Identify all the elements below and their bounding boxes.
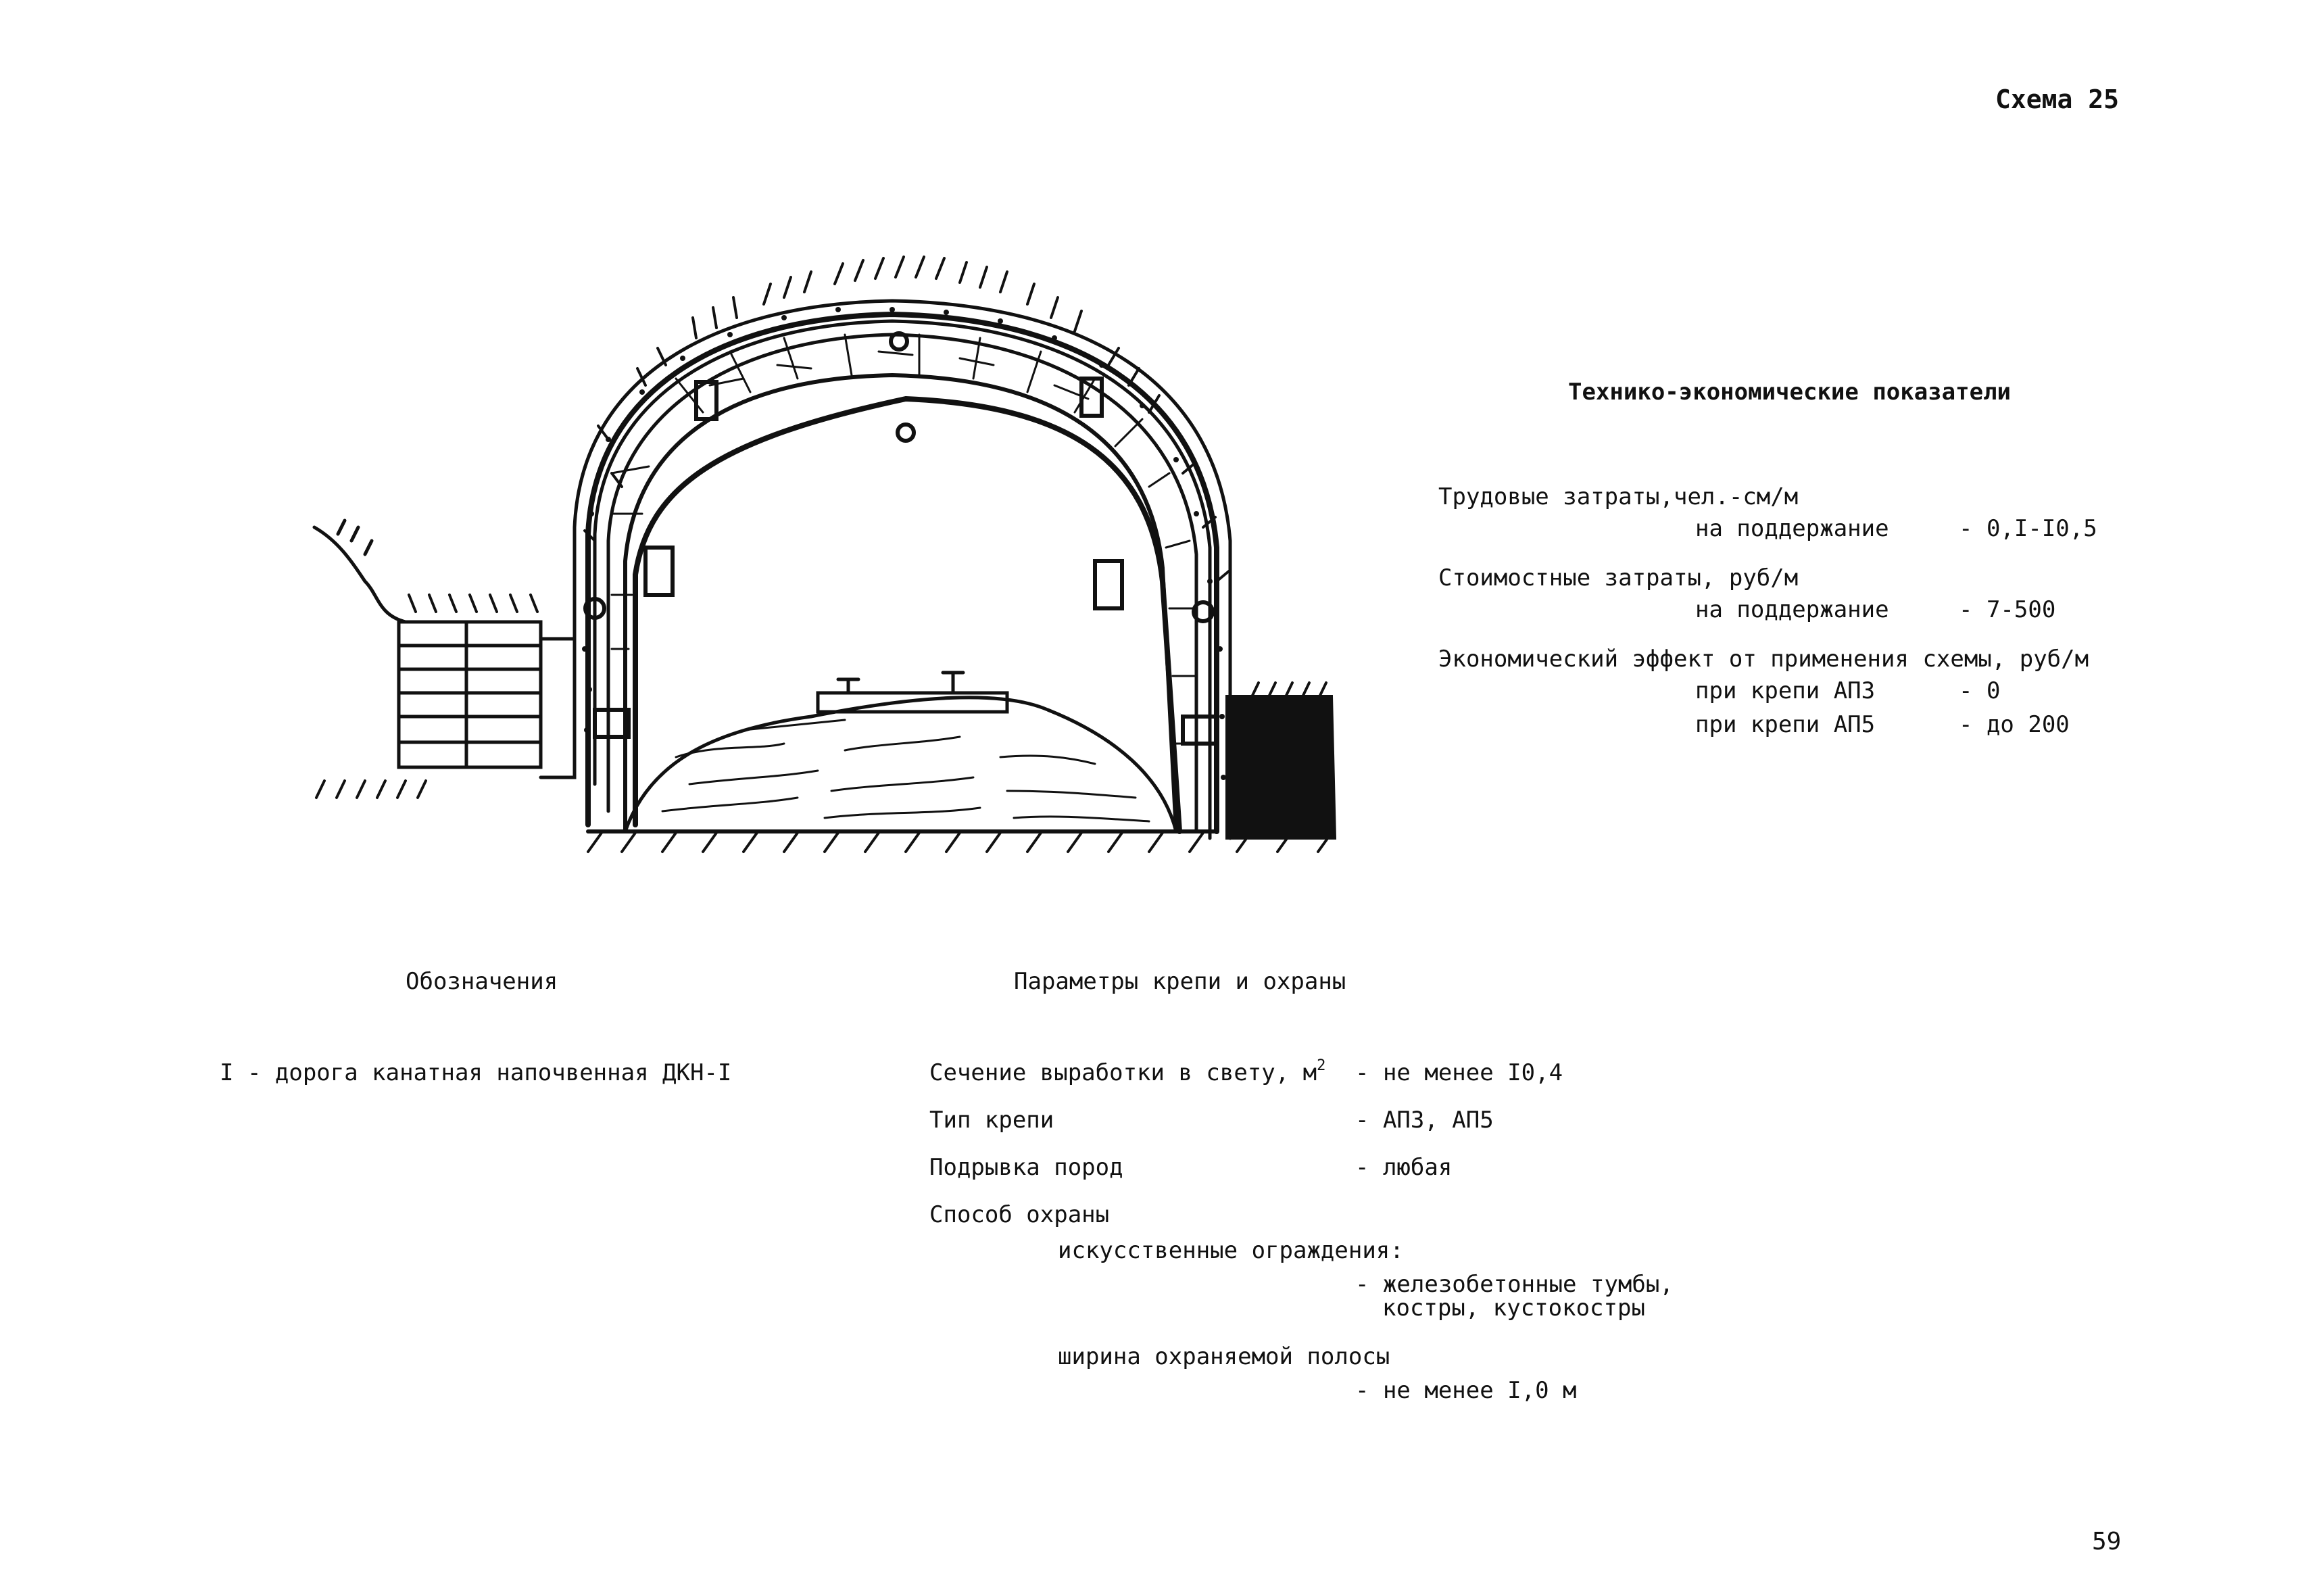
effect-ap5-value: - до 200 [1959, 711, 2070, 738]
support-type-label: Тип крепи [929, 1107, 1054, 1134]
undercut-value: - любая [1355, 1154, 1453, 1181]
legend-title: Обозначения [406, 968, 558, 995]
floor-hatching [588, 833, 1332, 852]
section-label-sup: 2 [1317, 1057, 1326, 1074]
effect-ap3-value: - 0 [1959, 677, 2001, 704]
arch-frame-second [635, 399, 1179, 831]
artificial-value-2: костры, кустокостры [1382, 1295, 1645, 1322]
section-label-text: Сечение выработки в свету, м [929, 1059, 1317, 1086]
frame-clamps [585, 333, 1217, 744]
indicators-title: Технико-экономические показатели [1568, 379, 2012, 406]
labor-costs-label: Трудовые затраты,чел.-см/м [1438, 483, 1799, 510]
rock-pile-texture [662, 720, 1149, 821]
undercut-label: Подрывка пород [929, 1154, 1123, 1181]
labor-maintenance-label: на поддержание [1695, 515, 1889, 542]
labor-value: - 0,I-I0,5 [1959, 515, 2097, 542]
effect-label: Экономический эффект от применения схемы, руб/м [1438, 646, 2089, 673]
cost-value: - 7-500 [1959, 596, 2056, 623]
artificial-value-1: - железобетонные тумбы, [1355, 1271, 1674, 1298]
section-value: - не менее I0,4 [1355, 1059, 1563, 1086]
cost-costs-label: Стоимостные затраты, руб/м [1438, 564, 1799, 591]
scheme-label: Схема 25 [1995, 84, 2120, 114]
effect-ap3-label: при крепи АПЗ [1695, 677, 1876, 704]
left-crib [314, 521, 575, 777]
rope-road [818, 673, 1007, 712]
artificial-label: искусственные ограждения: [1058, 1237, 1404, 1264]
backfill-stipple [582, 307, 1226, 780]
section-label [929, 1057, 1326, 1086]
support-type-value: - АПЗ, АП5 [1355, 1107, 1494, 1134]
right-pillar [1227, 696, 1335, 838]
width-label: ширина охраняемой полосы [1058, 1343, 1390, 1370]
protection-label: Способ охраны [929, 1201, 1110, 1228]
effect-ap5-label: при крепи АП5 [1695, 711, 1876, 738]
cost-maintenance-label: на поддержание [1695, 596, 1889, 623]
legend-item-1: I - дорога канатная напочвенная ДКН-I [220, 1059, 732, 1086]
width-value: - не менее I,0 м [1355, 1377, 1577, 1404]
params-title: Параметры крепи и охраны [1014, 968, 1346, 995]
page-number: 59 [2092, 1528, 2122, 1555]
